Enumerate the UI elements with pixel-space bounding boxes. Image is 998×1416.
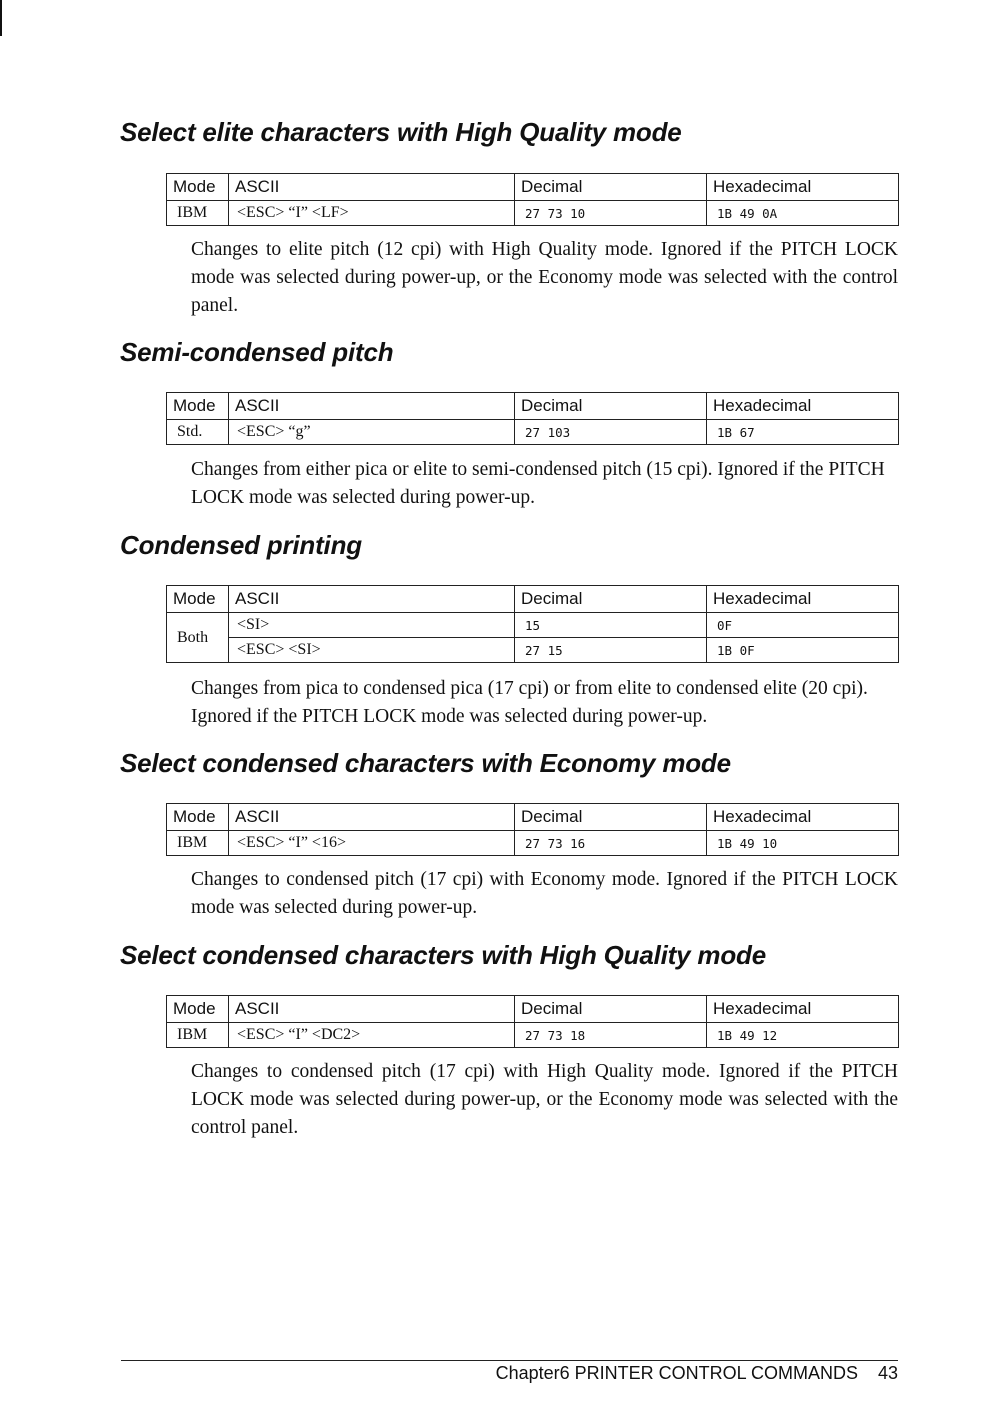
header-decimal: Decimal — [515, 804, 707, 831]
header-hexadecimal: Hexadecimal — [707, 174, 899, 201]
cell-hexadecimal: 1B 49 0A — [707, 201, 899, 226]
table-header-row — [167, 996, 899, 1023]
section-heading: Semi-condensed pitch — [120, 337, 394, 367]
section-description: Changes to elite pitch (12 cpi) with High Quality mode. Ignored if the PITCH LOCK mode was selected during power-up, or the Economy mode was selected with the control panel. — [191, 239, 898, 316]
cell-mode: Both — [167, 613, 229, 663]
table-header-row — [167, 586, 899, 613]
scan-edge-mark — [0, 0, 2, 36]
table-header-row — [167, 804, 899, 831]
footer-chapter-title: Chapter6 PRINTER CONTROL COMMANDS — [495, 1363, 858, 1383]
page-number: 43 — [877, 1363, 898, 1383]
cell-decimal: 27 73 18 — [515, 1023, 707, 1048]
header-mode: Mode — [167, 996, 229, 1023]
command-table — [166, 585, 899, 663]
cell-ascii: <ESC> “g” — [229, 420, 515, 445]
table-row — [167, 420, 899, 445]
header-decimal: Decimal — [515, 586, 707, 613]
command-table — [166, 995, 899, 1048]
cell-decimal: 27 73 10 — [515, 201, 707, 226]
cell-ascii: <ESC> “I” <16> — [229, 831, 515, 856]
section-description: Changes to condensed pitch (17 cpi) with High Quality mode. Ignored if the PITCH LOCK mode was selected during power-up, or the Economy mode was selected with the control panel. — [191, 1061, 898, 1138]
header-hexadecimal: Hexadecimal — [707, 586, 899, 613]
section-heading: Select condensed characters with High Quality mode — [120, 940, 766, 970]
header-hexadecimal: Hexadecimal — [707, 804, 899, 831]
header-decimal: Decimal — [515, 174, 707, 201]
cell-hexadecimal: 1B 67 — [707, 420, 899, 445]
header-mode: Mode — [167, 804, 229, 831]
header-ascii: ASCII — [229, 804, 515, 831]
header-mode: Mode — [167, 586, 229, 613]
cell-ascii: <ESC> “I” <LF> — [229, 201, 515, 226]
header-hexadecimal: Hexadecimal — [707, 393, 899, 420]
cell-hexadecimal: 1B 49 10 — [707, 831, 899, 856]
table-header-row — [167, 393, 899, 420]
table-row — [167, 201, 899, 226]
command-table — [166, 173, 899, 226]
command-table — [166, 803, 899, 856]
cell-ascii: <ESC> “I” <DC2> — [229, 1023, 515, 1048]
cell-mode: IBM — [167, 201, 229, 226]
cell-decimal: 27 15 — [515, 638, 707, 663]
cell-hexadecimal: 0F — [707, 613, 899, 638]
page-footer — [496, 1363, 898, 1384]
header-ascii: ASCII — [229, 174, 515, 201]
cell-hexadecimal: 1B 0F — [707, 638, 899, 663]
section-description: Changes from either pica or elite to semi-condensed pitch (15 cpi). Ignored if the PITCH LOCK mode was selected during power-up. — [191, 459, 885, 508]
header-mode: Mode — [167, 174, 229, 201]
header-ascii: ASCII — [229, 996, 515, 1023]
cell-decimal: 15 — [515, 613, 707, 638]
section-description: Changes to condensed pitch (17 cpi) with Economy mode. Ignored if the PITCH LOCK mode was selected during power-up. — [191, 869, 898, 918]
header-mode: Mode — [167, 393, 229, 420]
header-hexadecimal: Hexadecimal — [707, 996, 899, 1023]
cell-mode: IBM — [167, 831, 229, 856]
table-header-row — [167, 174, 899, 201]
header-ascii: ASCII — [229, 393, 515, 420]
cell-hexadecimal: 1B 49 12 — [707, 1023, 899, 1048]
table-row — [167, 1023, 899, 1048]
cell-ascii: <SI> — [229, 613, 515, 638]
header-ascii: ASCII — [229, 586, 515, 613]
cell-ascii: <ESC> <SI> — [229, 638, 515, 663]
section-description: Changes from pica to condensed pica (17 cpi) or from elite to condensed elite (20 cpi). Ignored if the PITCH LOCK mode was selected during power-up. — [191, 678, 868, 727]
section-heading: Select condensed characters with Economy mode — [120, 748, 731, 778]
table-row — [167, 613, 899, 638]
cell-mode: IBM — [167, 1023, 229, 1048]
command-table — [166, 392, 899, 445]
header-decimal: Decimal — [515, 393, 707, 420]
cell-decimal: 27 73 16 — [515, 831, 707, 856]
section-heading: Select elite characters with High Quality mode — [120, 117, 682, 147]
table-row — [167, 831, 899, 856]
cell-decimal: 27 103 — [515, 420, 707, 445]
header-decimal: Decimal — [515, 996, 707, 1023]
cell-mode: Std. — [167, 420, 229, 445]
table-row — [167, 638, 899, 663]
footer-rule — [121, 1360, 898, 1361]
section-heading: Condensed printing — [120, 530, 362, 560]
